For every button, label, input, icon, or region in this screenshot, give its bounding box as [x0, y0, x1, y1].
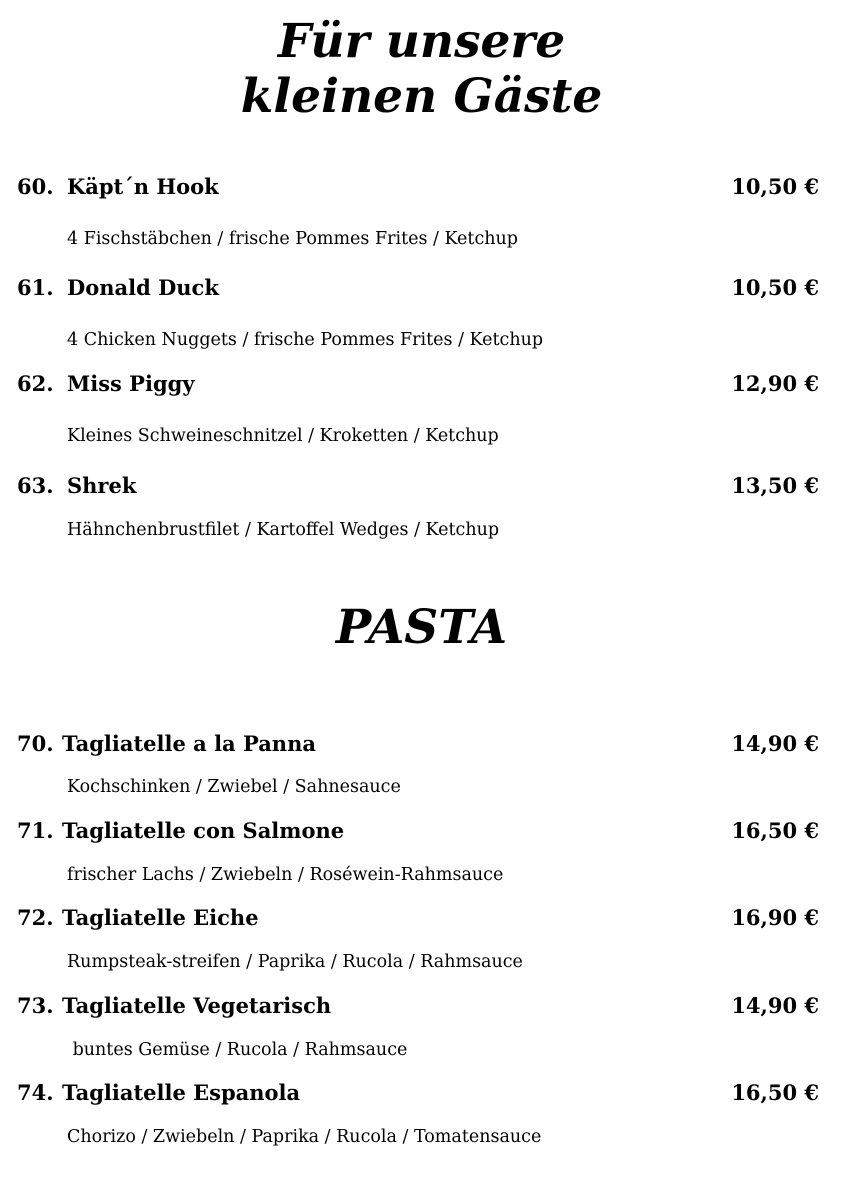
item-price: 16,90 € — [731, 905, 819, 930]
item-description: frischer Lachs / Zwiebeln / Roséwein-Rahmsauce — [67, 865, 504, 885]
item-number: 74. — [17, 1080, 54, 1105]
item-number: 62. — [17, 371, 54, 396]
item-description: 4 Fischstäbchen / frische Pommes Frites / Ketchup — [67, 229, 518, 249]
item-number: 63. — [17, 473, 54, 498]
item-name: Tagliatelle Eiche — [62, 905, 259, 930]
item-description: Kleines Schweineschnitzel / Kroketten / Ketchup — [67, 426, 499, 446]
item-price: 16,50 € — [731, 1080, 819, 1105]
item-description: 4 Chicken Nuggets / frische Pommes Frites / Ketchup — [67, 330, 544, 350]
item-price: 16,50 € — [731, 818, 819, 843]
kids-section-title — [0, 14, 843, 124]
item-price: 12,90 € — [731, 371, 819, 396]
item-price: 13,50 € — [731, 473, 819, 498]
pasta-section-title: PASTA — [335, 600, 508, 655]
item-price: 10,50 € — [731, 275, 819, 300]
item-price: 14,90 € — [731, 731, 819, 756]
item-name: Tagliatelle con Salmone — [62, 818, 345, 843]
item-number: 72. — [17, 905, 54, 930]
item-description: Chorizo / Zwiebeln / Paprika / Rucola / Tomatensauce — [67, 1127, 542, 1147]
item-number: 61. — [17, 275, 54, 300]
kids-title-line1: Für unsere — [277, 14, 566, 69]
item-number: 70. — [17, 731, 54, 756]
item-description: buntes Gemüse / Rucola / Rahmsauce — [67, 1040, 408, 1060]
item-description: Kochschinken / Zwiebel / Sahnesauce — [67, 777, 401, 797]
item-number: 73. — [17, 993, 54, 1018]
item-name: Miss Piggy — [67, 371, 195, 396]
item-description: Rumpsteak-streifen / Paprika / Rucola / Rahmsauce — [67, 952, 523, 972]
item-price: 14,90 € — [731, 993, 819, 1018]
kids-title-line2: kleinen Gäste — [240, 69, 603, 124]
item-name: Tagliatelle Vegetarisch — [62, 993, 332, 1018]
item-price: 10,50 € — [731, 174, 819, 199]
item-name: Tagliatelle a la Panna — [62, 731, 316, 756]
item-description: Hähnchenbrustfilet / Kartoffel Wedges / Ketchup — [67, 520, 500, 540]
item-name: Shrek — [67, 473, 137, 498]
item-number: 71. — [17, 818, 54, 843]
item-name: Donald Duck — [67, 275, 219, 300]
item-name: Käpt´n Hook — [67, 174, 219, 199]
item-name: Tagliatelle Espanola — [62, 1080, 301, 1105]
item-number: 60. — [17, 174, 54, 199]
